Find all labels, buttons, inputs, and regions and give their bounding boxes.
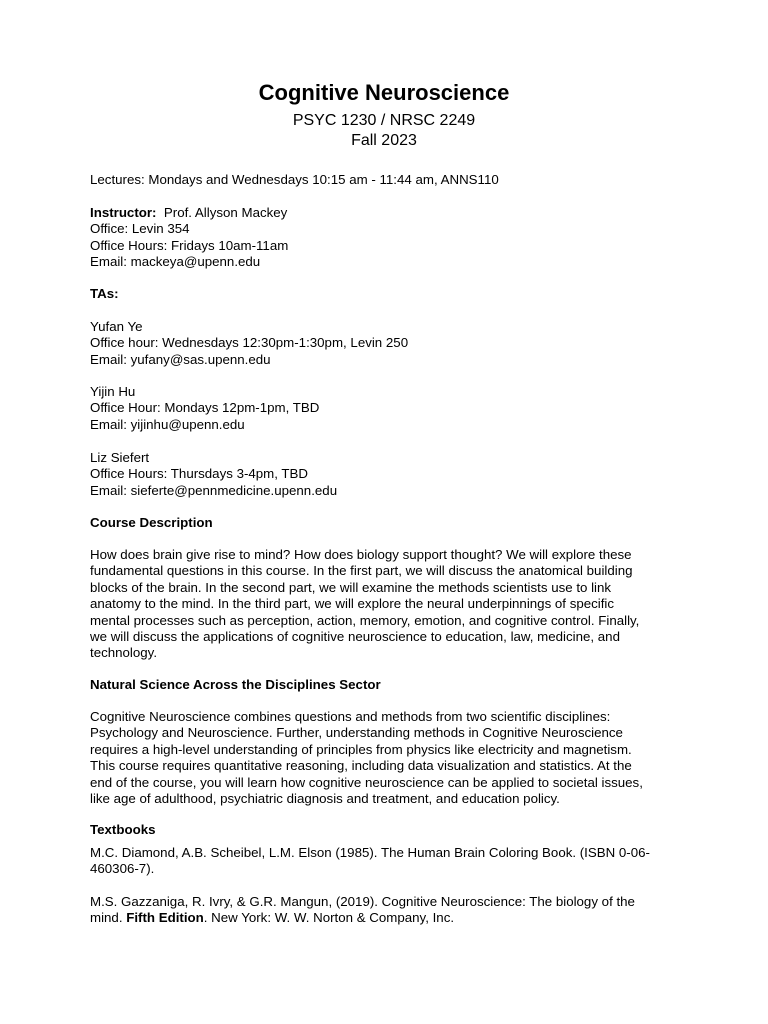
textbook-line: M.S. Gazzaniga, R. Ivry, & G.R. Mangun, (2019). Cognitive Neuroscience: The biology of the — [90, 894, 635, 909]
course-description-heading-block — [90, 515, 690, 531]
instructor-label: Instructor: — [90, 205, 157, 220]
paragraph-line: fundamental questions in this course. In the first part, we will discuss the anatomical building — [90, 563, 633, 579]
textbook-text: mind. — [90, 910, 127, 926]
paragraph-line: we will discuss the applications of cognitive neuroscience to education, law, medicine, and — [90, 629, 620, 645]
paragraph-line: like age of adulthood, psychiatric diagnosis and treatment, and education policy. — [90, 791, 560, 807]
ta-name: Yijin Hu — [90, 384, 136, 399]
lectures-info — [90, 172, 690, 188]
sector-heading-block — [90, 677, 690, 693]
sector-heading: Natural Science Across the Disciplines Sector — [90, 677, 381, 692]
textbook-line — [90, 910, 690, 926]
ta-office-hours: Office Hours: Thursdays 3-4pm, TBD — [90, 466, 309, 482]
paragraph-line: mental processes such as perception, action, memory, emotion, and cognitive control. Finally, — [90, 612, 640, 628]
course-description — [90, 547, 690, 662]
paragraph-line: blocks of the brain. In the second part, we will examine the methods scientists use to link — [90, 579, 612, 595]
ta-email: Email: yijinhu@upenn.edu — [90, 416, 245, 432]
paragraph-line: anatomy to the mind. In the third part, we will explore the neural underpinnings of specific — [90, 596, 615, 612]
tas-heading: TAs: — [90, 286, 119, 301]
textbook-entry — [90, 894, 690, 927]
ta-office-hours: Office hour: Wednesdays 12:30pm-1:30pm, Levin 250 — [90, 335, 409, 351]
ta-block — [90, 450, 690, 499]
textbook-entry — [90, 845, 690, 878]
instructor-block — [90, 205, 690, 271]
course-description-heading: Course Description — [90, 515, 213, 530]
instructor-office-hours: Office Hours: Fridays 10am-11am — [90, 237, 289, 253]
paragraph-line: This course requires quantitative reasoning, including data visualization and statistics. At the — [90, 758, 632, 774]
paragraph-line: end of the course, you will learn how cognitive neuroscience can be applied to societal issues, — [90, 774, 643, 790]
ta-office-hours: Office Hour: Mondays 12pm-1pm, TBD — [90, 400, 320, 416]
paragraph-line: Psychology and Neuroscience. Further, understanding methods in Cognitive Neuroscience — [90, 725, 623, 741]
sector-description — [90, 709, 690, 807]
ta-name: Liz Siefert — [90, 450, 150, 465]
instructor-email: Email: mackeya@upenn.edu — [90, 254, 261, 270]
ta-block — [90, 319, 690, 368]
ta-block — [90, 384, 690, 433]
paragraph-line: Cognitive Neuroscience combines questions and methods from two scientific disciplines: — [90, 709, 611, 724]
lectures-line: Lectures: Mondays and Wednesdays 10:15 am - 11:44 am, ANNS110 — [90, 172, 499, 187]
textbooks-heading: Textbooks — [90, 822, 156, 837]
ta-email: Email: sieferte@pennmedicine.upenn.edu — [90, 482, 338, 498]
course-codes: PSYC 1230 / NRSC 2249 — [292, 112, 476, 129]
instructor-name: Prof. Allyson Mackey — [163, 205, 288, 220]
paragraph-line: How does brain give rise to mind? How does biology support thought? We will explore these — [90, 547, 632, 562]
textbook-text: . New York: W. W. Norton & Company, Inc. — [203, 910, 455, 926]
textbook-line: M.C. Diamond, A.B. Scheibel, L.M. Elson (1985). The Human Brain Coloring Book. (ISBN 0-06- — [90, 845, 650, 860]
paragraph-line: requires a high-level understanding of principles from physics like electricity and magnetism. — [90, 741, 632, 757]
page-title: Cognitive Neuroscience — [258, 80, 510, 105]
instructor-office: Office: Levin 354 — [90, 221, 190, 237]
textbooks-heading-block — [90, 822, 690, 838]
ta-email: Email: yufany@sas.upenn.edu — [90, 351, 271, 367]
textbook-edition: Fifth Edition — [126, 910, 204, 926]
paragraph-line: technology. — [90, 645, 158, 661]
term: Fall 2023 — [351, 132, 417, 149]
ta-name: Yufan Ye — [90, 319, 143, 334]
textbook-line: 460306-7). — [90, 861, 155, 877]
tas-heading-block — [90, 286, 690, 302]
